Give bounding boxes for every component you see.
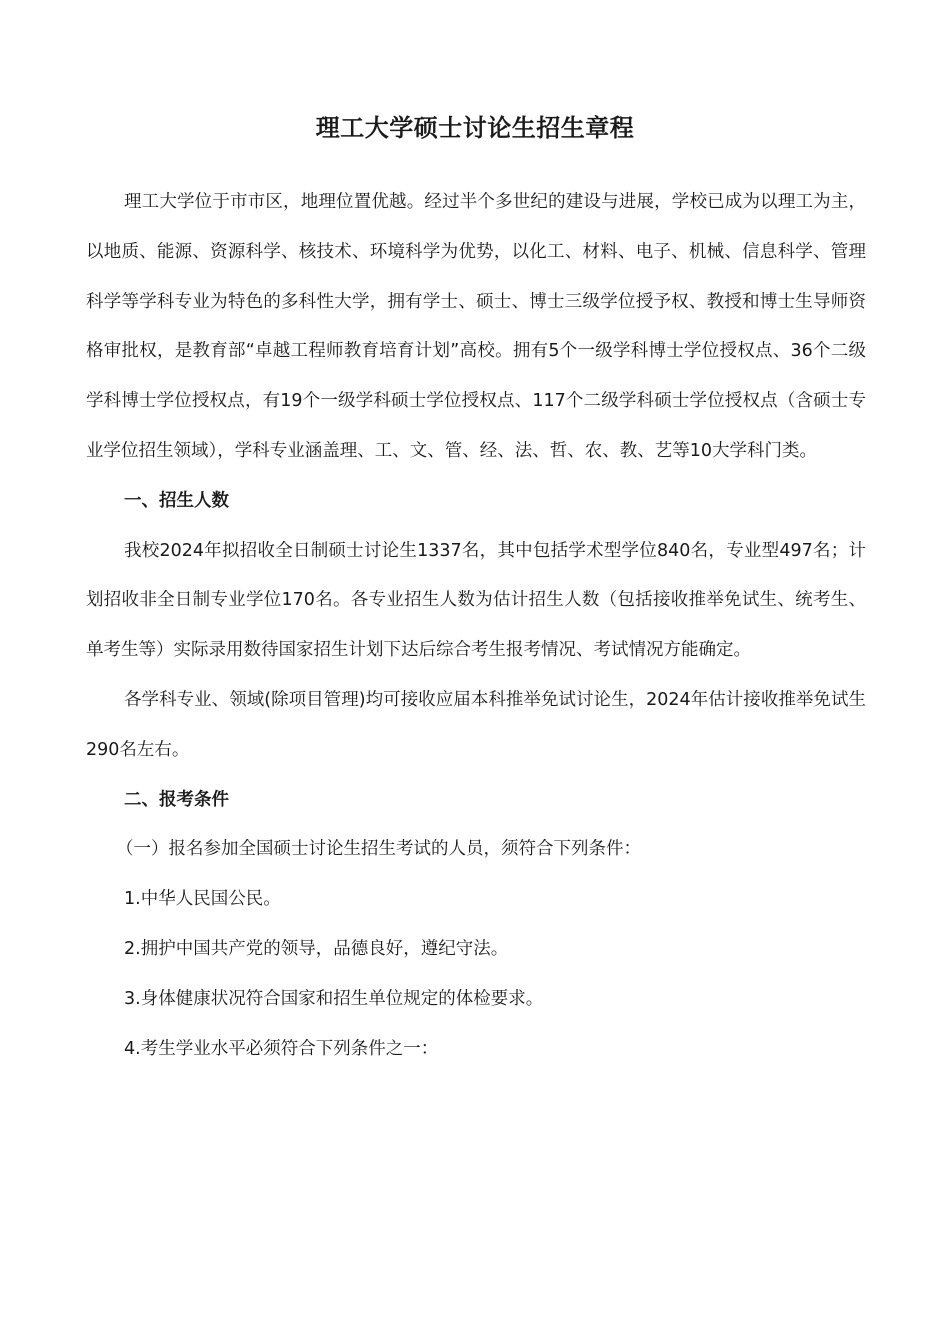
requirement-item-3: 3.身体健康状况符合国家和招生单位规定的体检要求。: [124, 988, 544, 1009]
section-heading-enrollment: 一、招生人数: [124, 490, 229, 511]
document-body: [86, 178, 866, 1074]
requirements-subsection-1: （一）报名参加全国硕士讨论生招生考试的人员，须符合下列条件：: [116, 839, 641, 860]
enrollment-paragraph-1: 我校2024年拟招收全日制硕士讨论生1337名，其中包括学术型学位840名，专业型497名；计划招收非全日制专业学位170名。各专业招生人数为估计招生人数（包括接收推举免试生、统考生、单考生等）实际录用数待国家招生计划下达后综合考生报考情况、考试情况方能确定。: [86, 540, 866, 661]
intro-paragraph: 理工大学位于市市区，地理位置优越。经过半个多世纪的建设与进展，学校已成为以理工为主，以地质、能源、资源科学、核技术、环境科学为优势，以化工、材料、电子、机械、信息科学、管理科学等学科专业为特色的多科性大学，拥有学士、硕士、博士三级学位授予权、教授和博士生导师资格审批权，是教育部“卓越工程师教育培育计划”高校。拥有5个一级学科博士学位授权点、36个二级学科博士学位授权点，有19个一级学科硕士学位授权点、117个二级学科硕士学位授权点（含硕士专业学位招生领域），学科专业涵盖理、工、文、管、经、法、哲、农、教、艺等10大学科门类。: [86, 192, 866, 461]
enrollment-paragraph-2: 各学科专业、领域(除项目管理)均可接收应届本科推举免试讨论生，2024年估计接收推举免试生290名左右。: [86, 689, 866, 760]
requirement-item-1: 1.中华人民国公民。: [124, 889, 281, 910]
section-heading-requirements: 二、报考条件: [124, 789, 229, 810]
requirement-item-4: 4.考生学业水平必须符合下列条件之一：: [124, 1038, 439, 1059]
requirement-item-2: 2.拥护中国共产党的领导，品德良好，遵纪守法。: [124, 938, 509, 959]
document-title: 理工大学硕士讨论生招生章程: [315, 114, 635, 142]
